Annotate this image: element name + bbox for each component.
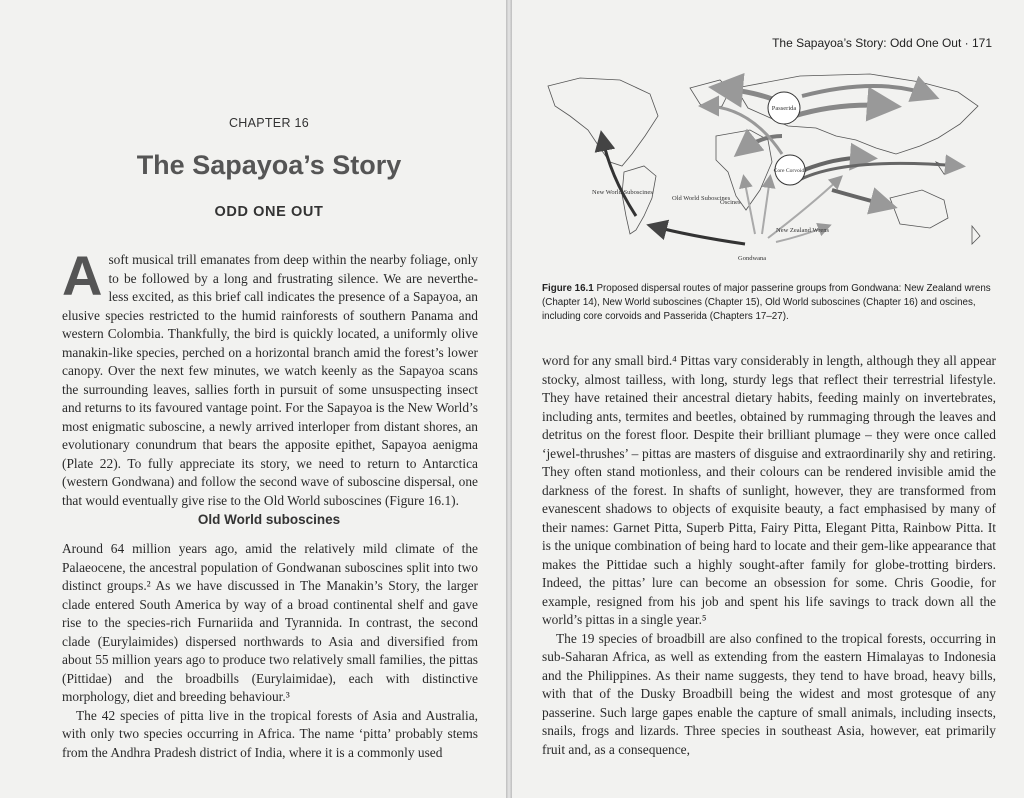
- label-old-world-suboscines: Old World Suboscines: [672, 195, 731, 202]
- running-head: The Sapayoa’s Story: Odd One Out · 171: [772, 36, 992, 50]
- left-page: [0, 0, 507, 798]
- label-passerida: Passerida: [771, 105, 797, 112]
- right-page: [512, 0, 1024, 798]
- paragraph-eurylaimides: Around 64 million years ago, amid the relatively mild climate of the Palaeocene, the ancestral population of Gondwanan suboscines split into two distinct groups.² As we have discussed in The Manakin’s Story, the larger clade entered South America by way of a broad continental shelf and gave rise to the species-rich Furnariida and Tyrannida. In contrast, the second clade (Eurylaimides) dispersed northwards to Asia and diversified from about 55 million years ago to produce two relatively small families, the pittas (Pittidae) and the broadbills (Eurylaimidae), each with distinctive morphology, diet and breeding behaviour.³: [62, 541, 478, 704]
- chapter-number: CHAPTER 16: [228, 116, 310, 130]
- right-body-text: [542, 352, 996, 759]
- paragraph-pitta: The 42 species of pitta live in the tropical forests of Asia and Australia, with only two species occurring in Africa. The name ‘pitta’ probably stems from the Andhra Pradesh district of India, where it is a commonly used: [62, 707, 478, 760]
- label-new-world-suboscines: New World Suboscines: [592, 189, 653, 196]
- chapter-subtitle: ODD ONE OUT: [214, 204, 324, 220]
- opening-paragraph-text: soft musical trill emanates from deep within the nearby foliage, only to be followed by a long and frustrating silence. We are neverthe-less excited, as this brief call indicates the presence of a Sapayoa, an elusive species restricted to the humid rainforests of southern Panama and western Colombia. Thankfully, the bird is quickly located, a uniformly olive manakin-like species, perched on a horizontal branch amid the forest’s lower canopy. Over the next few minutes, we watch keenly as the Sapayoa scans the surrounding leaves, sallies forth in pursuit of some unsuspecting insect and returns to its favoured vantage point. For the Sapayoa is the New World’s most enigmatic suboscine, a newly arrived interloper from distant shores, an evolutionary conundrum that bears the apposite epithet, Sapayoa aenigma (Plate 22). To fully appreciate its story, we need to return to Antarctica (western Gondwana) and follow the second wave of suboscine dispersal, one that would eventually give rise to the Old World suboscines (Figure 16.1).: [62, 252, 478, 508]
- label-nz-wrens: New Zealand Wrens: [776, 227, 830, 234]
- paragraph-pitta-continued: word for any small bird.⁴ Pittas vary considerably in length, although they all appear stocky, almost tailless, with long, sturdy legs that reflect their terrestrial lifestyle. They have retained their ancestral dietary habits, feeding mainly on invertebrates, including ants, termites and beetles, obtained by rummaging through the leaves and detritus on the forest floor. Despite their brilliant plumage – they were once called ‘jewel-thrushes’ – pittas are masters of disguise and extraordinarily shy and retiring. They often stand motionless, and their colours can be rendered invisible amid the darkness of the forest. In shafts of sunlight, however, they are transformed from evanescent shadows to objects of exquisite beauty, a fact emphasised by many of their names: Garnet Pitta, Superb Pitta, Fairy Pitta, Elegant Pitta, Rainbow Pitta. It is the unique combination of being hard to locate and their gem-like appearance that makes the Pittidae such a highly sought-after family for globe-trotting birders. Indeed, the pittas’ lure can become an obsession for some. Chris Goodie, for example, resigned from his job and spent his life savings to track down all the world’s pittas in a single year.⁵: [542, 353, 996, 627]
- opening-paragraph: [62, 244, 478, 510]
- drop-cap: A: [62, 244, 103, 307]
- dispersal-map-figure: [540, 66, 1010, 266]
- figure-caption-text: Proposed dispersal routes of major passerine groups from Gondwana: New Zealand wrens (Chapter 14), New World suboscines (Chapter 15), Old World suboscines (Chapter 16) and oscines, including core corvoids and Passerida (Chapters 17–27).: [542, 283, 991, 322]
- figure-caption: [542, 282, 1002, 324]
- label-gondwana: Gondwana: [738, 255, 767, 262]
- section-heading: Old World suboscines: [197, 512, 341, 527]
- figure-caption-label: Figure 16.1: [542, 283, 594, 294]
- label-oscines: Oscines: [720, 199, 741, 206]
- left-body-text: [62, 540, 478, 762]
- paragraph-broadbills: The 19 species of broadbill are also confined to the tropical forests, occurring in sub-Saharan Africa, as well as extending from the eastern Himalayas to Indonesia and the Philippines. As their name suggests, they tend to have broad, heavy bills, with that of the Dusky Broadbill being the widest and most grotesque of any passerine. Such large gapes enable the capture of small animals, including insects, snails, frogs and lizards. Three species in southeast Asia, however, eat primarily fruit and, as a consequence,: [542, 630, 996, 757]
- label-core-corvoids: Core Corvoids: [773, 168, 807, 174]
- chapter-title: The Sapayoa’s Story: [136, 150, 402, 180]
